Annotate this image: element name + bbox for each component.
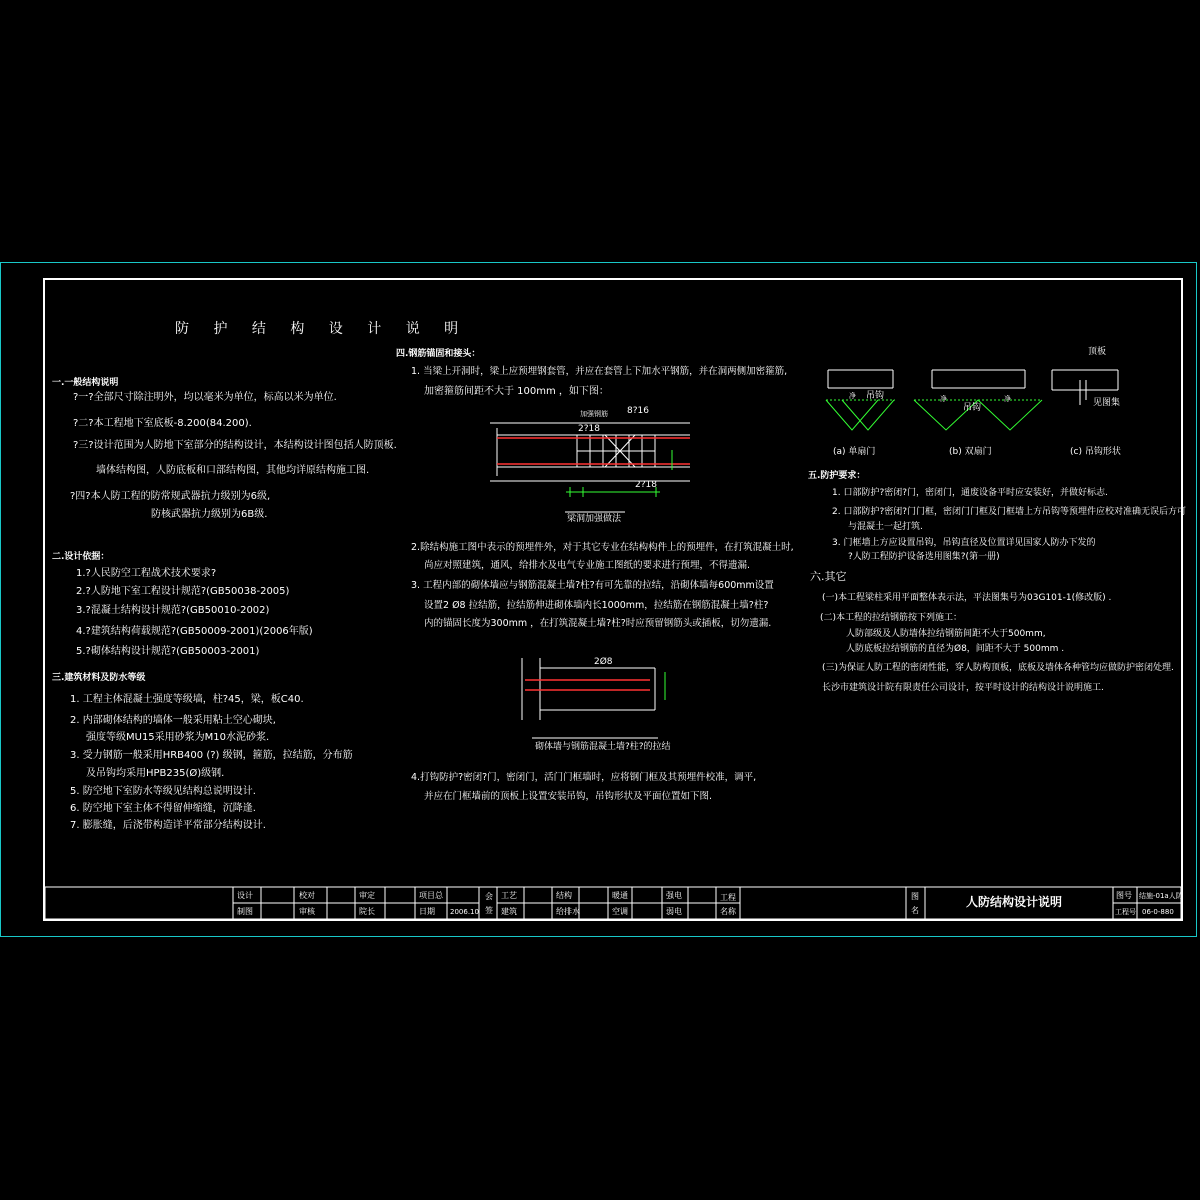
s3-item: 2. 内部砌体结构的墙体一般采用粘土空心砌块,: [70, 715, 276, 726]
tb-project-no-label: 工程号: [1115, 908, 1136, 916]
s4-item: 加密箍筋间距不大于 100mm ，如下图：: [424, 386, 609, 397]
s3-item: 及吊钩均采用HPB235(Ø)级钢.: [86, 768, 225, 779]
section-6-heading: 六.其它: [810, 570, 847, 583]
tb-drawing-name-label: 图: [911, 892, 919, 901]
fig3-label: 吊钩: [866, 391, 885, 401]
s4-item: 并应在门框墙前的顶板上设置安装吊钩，吊钩形状及平面位置如下图.: [424, 791, 713, 802]
tb-project-no: 06-0-880: [1142, 908, 1174, 916]
tb-cell: 审核: [299, 907, 315, 916]
s4-item: 尚应对照建筑，通风，给排水及电气专业施工图纸的要求进行预埋，不得遗漏.: [424, 560, 751, 571]
fig1-label: 加强钢筋: [580, 410, 608, 418]
section-1-heading: 一.一般结构说明: [52, 378, 119, 388]
s4-item: 1. 当梁上开洞时，梁上应预埋钢套管，并应在套管上下加水平钢筋，并在洞两侧加密箍筋,: [411, 366, 788, 377]
fig3-caption: (b) 双扇门: [949, 447, 992, 457]
s3-item: 6. 防空地下室主体不得留伸缩缝，沉降逢.: [70, 803, 256, 814]
tb-drawing-no: 结施-01a人防: [1139, 892, 1183, 900]
s3-item: 强度等级MU15采用砂浆为M10水泥砂浆.: [86, 732, 270, 743]
tb-cell: 制图: [237, 907, 253, 916]
s1-item: ?三?设计范围为人防地下室部分的结构设计，本结构设计图包括人防顶板.: [73, 440, 397, 451]
s1-item: ?一?全部尺寸除注明外，均以毫米为单位，标高以米为单位.: [73, 392, 337, 403]
tb-cell: 强电: [666, 891, 682, 900]
s4-item: 2.除结构施工图中表示的预埋件外，对于其它专业在结构构件上的预埋件，在打筑混凝土时,: [411, 542, 794, 553]
fig1-caption: 梁洞加强做法: [567, 514, 622, 524]
section-2-heading: 二.设计依据：: [52, 552, 110, 562]
tb-cell: 日期: [419, 907, 435, 916]
s6-item: 人防部级及人防墙体拉结钢筋间距不大于500mm,: [846, 629, 1046, 639]
s4-item: 设置2 Ø8 拉结筋，拉结筋伸进砌体墙内长1000mm，拉结筋在钢筋混凝土墙?柱?: [424, 600, 769, 611]
fig3-caption: (a) 单扇门: [833, 447, 876, 457]
tb-cell: 院长: [359, 907, 375, 916]
tb-sign: 会: [485, 892, 493, 901]
tb-cell: 给排水: [556, 907, 580, 916]
s4-item: 4.打钩防护?密闭?门，密闭门，活门门框墙时，应将钢门框及其预埋件校准，调平,: [411, 772, 757, 783]
tb-cell: 建筑: [501, 907, 517, 916]
tb-cell: 结构: [556, 891, 572, 900]
s6-item: (三)为保证人防工程的密闭性能，穿人防构顶板，底板及墙体各种管均应做防护密闭处理.: [822, 663, 1174, 673]
section-4-heading: 四.钢筋锚固和接头：: [396, 349, 481, 359]
s1-item: 墙体结构图，人防底板和口部结构图，其他均详原结构施工图.: [96, 465, 370, 476]
tb-cell: 审定: [359, 891, 375, 900]
fig1-label: 2?18: [635, 480, 657, 490]
s3-item: 1. 工程主体混凝土强度等级墙，柱?45，梁，板C40.: [70, 694, 304, 705]
s6-item: (一)本工程梁柱采用平面整体表示法，平法图集号为03G101-1(修改版) .: [822, 593, 1112, 603]
tb-drawing-name-label: 名: [911, 906, 919, 915]
fig2-caption: 砌体墙与钢筋混凝土墙?柱?的拉结: [535, 742, 671, 752]
s6-item: 人防底板拉结钢筋的直径为Ø8，间距不大于 500mm .: [846, 644, 1065, 654]
s1-item: ?二?本工程地下室底板-8.200(84.200).: [73, 418, 252, 429]
s3-item: 7. 膨胀缝，后浇带构造详平常部分结构设计.: [70, 820, 266, 831]
section-5-heading: 五.防护要求：: [808, 471, 866, 481]
s5-item: 3. 门框墙上方应设置吊钩，吊钩直径及位置详见国家人防办下发的: [832, 538, 1096, 548]
s6-item: 长沙市建筑设计院有限责任公司设计，按平时设计的结构设计说明施工.: [822, 683, 1104, 693]
s5-item: 2. 口部防护?密闭?门门框，密闭门门框及门框墙上方吊钩等预埋件应校对准确无误后方可: [832, 507, 1187, 517]
tb-drawing-no-label: 图号: [1116, 891, 1132, 900]
s1-item: 防核武器抗力级别为6B级.: [151, 509, 268, 520]
tb-cell: 名称: [720, 907, 736, 916]
s3-item: 3. 受力钢筋一般采用HRB400 (?) 级钢，箍筋，拉结筋，分布筋: [70, 750, 353, 761]
s2-item: 4.?建筑结构荷载规范?(GB50009-2001)(2006年版): [76, 626, 313, 637]
section-3-heading: 三.建筑材料及防水等级: [52, 673, 146, 683]
s2-item: 2.?人防地下室工程设计规范?(GB50038-2005): [76, 586, 290, 597]
s3-item: 5. 防空地下室防水等级见结构总说明设计.: [70, 786, 256, 797]
fig3-small-label: 净: [1004, 395, 1011, 403]
s2-item: 3.?混凝土结构设计规范?(GB50010-2002): [76, 605, 270, 616]
tb-cell: 空调: [612, 907, 628, 916]
fig3-label: 吊钩: [963, 403, 982, 413]
fig1-label: 8?16: [627, 406, 649, 416]
tb-drawing-name: 人防结构设计说明: [966, 895, 1063, 909]
fig1-label: 2?18: [578, 424, 600, 434]
s4-item: 3. 工程内部的砌体墙应与钢筋混凝土墙?柱?有可先靠的拉结，沿砌体墙每600mm设置: [411, 580, 774, 591]
s2-item: 1.?人民防空工程战术技术要求?: [76, 568, 217, 579]
fig2-label: 2Ø8: [594, 657, 613, 667]
fig3-small-label: 净: [849, 392, 856, 400]
fig3-label: 见图集: [1093, 398, 1121, 408]
tb-cell: 工艺: [501, 891, 517, 900]
tb-sign: 签: [485, 906, 493, 915]
tb-cell: 暖通: [612, 891, 628, 900]
tb-cell: 工程: [720, 893, 736, 902]
tb-cell: 设计: [237, 891, 253, 900]
s6-item: (二)本工程的拉结钢筋按下列施工：: [820, 613, 963, 623]
tb-cell: 弱电: [666, 907, 682, 916]
s5-item: 1. 口部防护?密闭?门，密闭门，通废设备平时应安装好，并做好标志.: [832, 488, 1108, 498]
s2-item: 5.?砌体结构设计规范?(GB50003-2001): [76, 646, 260, 657]
s5-item: 与混凝土一起打筑.: [848, 522, 923, 532]
drawing-title: 防 护 结 构 设 计 说 明: [175, 321, 469, 337]
fig3-caption: (c) 吊钩形状: [1070, 447, 1121, 457]
s1-item: ?四?本人防工程的防常规武器抗力级别为6级,: [70, 491, 271, 502]
tb-cell: 校对: [299, 891, 315, 900]
s5-item: ?人防工程防护设备选用图集?(第一册): [848, 552, 1000, 562]
tb-date: 2006.10: [450, 908, 479, 916]
fig3-small-label: 净: [940, 395, 947, 403]
tb-cell: 项目总: [419, 891, 443, 900]
fig3-label: 顶板: [1088, 347, 1107, 357]
s4-item: 内的锚固长度为300mm ，在打筑混凝土墙?柱?时应预留钢筋头或插板，切勿遗漏.: [424, 618, 772, 629]
